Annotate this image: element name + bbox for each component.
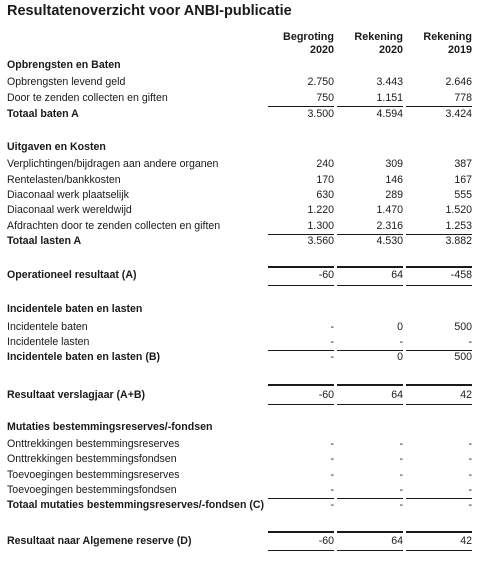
value-rekening-2019: 167: [454, 174, 472, 186]
total-row: [0, 498, 483, 512]
value-begroting-2020: -: [330, 336, 334, 348]
section-header-mutaties: [0, 420, 483, 434]
value-begroting-2020: -60: [318, 535, 334, 547]
value-begroting-2020: -: [330, 469, 334, 481]
row-label: Opbrengsten levend geld: [7, 76, 126, 88]
value-rekening-2020: -: [399, 438, 403, 450]
row-label: Afdrachten door te zenden collecten en giften: [7, 220, 221, 232]
row-label: Rentelasten/bankkosten: [7, 174, 121, 186]
result-rule: [268, 384, 334, 386]
column-header-line: Rekening: [354, 31, 403, 43]
row-label: Totaal baten A: [7, 108, 79, 120]
value-rekening-2019: -: [468, 469, 472, 481]
result-rule: [268, 531, 334, 533]
row-label: Uitgaven en Kosten: [7, 141, 106, 153]
value-begroting-2020: 2.750: [307, 76, 334, 88]
table-row: [0, 157, 483, 171]
column-header-line: Begroting: [283, 31, 334, 43]
section-header-uitgaven: [0, 140, 483, 154]
value-begroting-2020: 3.560: [307, 235, 334, 247]
column-header-year: 2019: [447, 44, 472, 56]
column-header-line: Rekening: [423, 31, 472, 43]
value-rekening-2020: -: [399, 499, 403, 511]
value-begroting-2020: -: [330, 499, 334, 511]
row-label: Incidentele baten en lasten (B): [7, 351, 161, 363]
result-rule: [406, 384, 472, 386]
value-rekening-2020: 4.594: [376, 108, 403, 120]
row-label: Resultaat naar Algemene reserve (D): [7, 535, 192, 547]
row-label: Toevoegingen bestemmingsreserves: [7, 469, 180, 481]
result-rule: [337, 384, 403, 386]
value-rekening-2020: 289: [385, 189, 403, 201]
value-rekening-2020: 3.443: [376, 76, 403, 88]
row-label: Onttrekkingen bestemmingsfondsen: [7, 453, 177, 465]
value-rekening-2020: 0: [397, 351, 403, 363]
result-row: [0, 534, 483, 548]
value-begroting-2020: -: [330, 351, 334, 363]
row-label: Incidentele baten en lasten: [7, 303, 143, 315]
value-rekening-2020: 64: [391, 535, 403, 547]
table-row: [0, 483, 483, 497]
row-label: Incidentele baten: [7, 321, 88, 333]
value-rekening-2019: 778: [454, 92, 472, 104]
value-rekening-2020: 1.151: [376, 92, 403, 104]
row-label: Opbrengsten en Baten: [7, 59, 121, 71]
result-rule: [337, 531, 403, 533]
value-rekening-2019: 555: [454, 189, 472, 201]
result-underline: [268, 550, 334, 551]
value-begroting-2020: 240: [316, 158, 334, 170]
row-label: Mutaties bestemmingsreserves/-fondsen: [7, 421, 213, 433]
row-label: Toevoegingen bestemmingsfondsen: [7, 484, 177, 496]
value-begroting-2020: 1.300: [307, 220, 334, 232]
row-label: Diaconaal werk wereldwijd: [7, 204, 132, 216]
value-rekening-2019: 3.424: [445, 108, 472, 120]
value-begroting-2020: 170: [316, 174, 334, 186]
result-row: [0, 268, 483, 282]
value-begroting-2020: 3.500: [307, 108, 334, 120]
value-begroting-2020: -60: [318, 389, 334, 401]
row-label: Resultaat verslagjaar (A+B): [7, 389, 146, 401]
value-rekening-2019: -: [468, 484, 472, 496]
value-rekening-2020: 2.316: [376, 220, 403, 232]
section-header-opbrengsten: [0, 58, 483, 72]
value-rekening-2019: 2.646: [445, 76, 472, 88]
table-row: [0, 75, 483, 89]
value-rekening-2019: -: [468, 453, 472, 465]
column-header-year: 2020: [378, 44, 403, 56]
value-rekening-2019: 387: [454, 158, 472, 170]
result-underline: [268, 404, 334, 405]
value-rekening-2019: 3.882: [445, 235, 472, 247]
result-underline: [268, 285, 334, 286]
value-begroting-2020: 1.220: [307, 204, 334, 216]
value-begroting-2020: -: [330, 453, 334, 465]
result-row: [0, 388, 483, 402]
result-underline: [337, 404, 403, 405]
result-underline: [337, 285, 403, 286]
result-underline: [406, 404, 472, 405]
value-rekening-2020: -: [399, 336, 403, 348]
value-rekening-2020: 64: [391, 389, 403, 401]
value-rekening-2019: -458: [450, 269, 472, 281]
column-header-rekening-2019: [406, 31, 472, 57]
result-rule: [406, 531, 472, 533]
table-row: [0, 203, 483, 217]
value-begroting-2020: -60: [318, 269, 334, 281]
value-begroting-2020: 630: [316, 189, 334, 201]
row-label: Totaal mutaties bestemmingsreserves/-fondsen (C): [7, 499, 265, 511]
value-rekening-2020: 4.530: [376, 235, 403, 247]
page-title: Resultatenoverzicht voor ANBI-publicatie: [7, 3, 292, 19]
value-rekening-2019: 42: [460, 389, 472, 401]
table-row: [0, 91, 483, 105]
row-label: Totaal lasten A: [7, 235, 82, 247]
value-rekening-2019: 1.520: [445, 204, 472, 216]
value-rekening-2019: 1.253: [445, 220, 472, 232]
value-rekening-2019: 42: [460, 535, 472, 547]
value-rekening-2019: 500: [454, 351, 472, 363]
table-row: [0, 173, 483, 187]
value-begroting-2020: -: [330, 438, 334, 450]
table-row: [0, 437, 483, 451]
table-row: [0, 468, 483, 482]
total-row: [0, 350, 483, 364]
row-label: Verplichtingen/bijdragen aan andere organen: [7, 158, 219, 170]
value-rekening-2019: 500: [454, 321, 472, 333]
result-underline: [406, 550, 472, 551]
column-header-begroting-2020: [268, 31, 334, 57]
value-rekening-2020: 64: [391, 269, 403, 281]
value-rekening-2020: 1.470: [376, 204, 403, 216]
value-begroting-2020: -: [330, 321, 334, 333]
section-header-incidentele: [0, 302, 483, 316]
value-rekening-2019: -: [468, 336, 472, 348]
value-rekening-2020: -: [399, 469, 403, 481]
row-label: Onttrekkingen bestemmingsreserves: [7, 438, 180, 450]
value-rekening-2020: 0: [397, 321, 403, 333]
value-rekening-2019: -: [468, 438, 472, 450]
value-rekening-2020: -: [399, 453, 403, 465]
row-label: Operationeel resultaat (A): [7, 269, 137, 281]
result-underline: [337, 550, 403, 551]
value-rekening-2020: 309: [385, 158, 403, 170]
value-rekening-2019: -: [468, 499, 472, 511]
total-row: [0, 107, 483, 121]
row-label: Incidentele lasten: [7, 336, 90, 348]
column-header-year: 2020: [309, 44, 334, 56]
table-row: [0, 335, 483, 349]
value-rekening-2020: 146: [385, 174, 403, 186]
total-row: [0, 234, 483, 248]
value-begroting-2020: -: [330, 484, 334, 496]
value-rekening-2020: -: [399, 484, 403, 496]
value-begroting-2020: 750: [316, 92, 334, 104]
table-row: [0, 188, 483, 202]
table-row: [0, 452, 483, 466]
result-underline: [406, 285, 472, 286]
row-label: Diaconaal werk plaatselijk: [7, 189, 129, 201]
row-label: Door te zenden collecten en giften: [7, 92, 168, 104]
table-row: [0, 219, 483, 233]
column-header-rekening-2020: [337, 31, 403, 57]
table-row: [0, 320, 483, 334]
